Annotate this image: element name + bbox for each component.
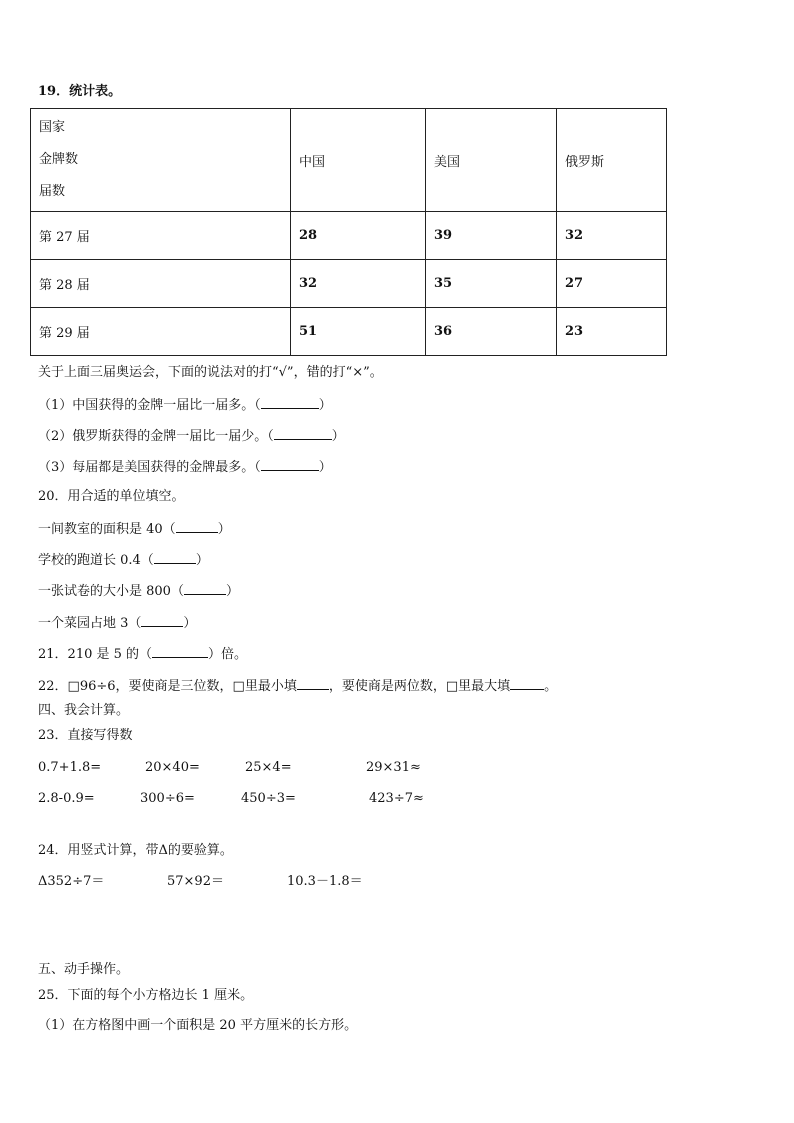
q24-title: 24．用竖式计算，带Δ的要验算。 [38, 843, 233, 858]
section-four-heading: 四、我会计算。 [38, 703, 130, 718]
table-cell: 32 [557, 212, 667, 260]
table-cell: 36 [426, 308, 557, 356]
table-cell: 28 [291, 212, 426, 260]
close-paren: ） [217, 522, 231, 537]
q25-item-1: （1）在方格图中画一个面积是 20 平方厘米的长方形。 [38, 1018, 358, 1033]
answer-blank[interactable] [261, 396, 319, 409]
q22-part-a: 22．□96÷6，要使商是三位数，□里最小填 [38, 679, 297, 694]
column-header: 中国 [291, 109, 426, 212]
q23-expression: 450÷3= [241, 791, 296, 806]
q23-expression: 20×40= [145, 760, 200, 775]
table-cell: 39 [426, 212, 557, 260]
q20-item-3 [38, 582, 239, 600]
q20-item-text: 一间教室的面积是 40（ [38, 522, 176, 537]
table-cell: 32 [291, 260, 426, 308]
q24-expression: Δ352÷7＝ [38, 874, 105, 889]
answer-blank[interactable] [510, 677, 544, 690]
header-edition-label: 届数 [39, 184, 66, 199]
table-cell: 35 [426, 260, 557, 308]
q20-item-text: 一个菜园占地 3（ [38, 616, 142, 631]
statistics-table [30, 108, 667, 356]
close-paren: ） [225, 584, 239, 599]
answer-blank[interactable] [297, 677, 329, 690]
section-five-heading: 五、动手操作。 [38, 962, 130, 977]
close-paren: ） [195, 553, 209, 568]
column-header: 美国 [426, 109, 557, 212]
q20-title: 20．用合适的单位填空。 [38, 489, 185, 504]
q23-expression: 0.7+1.8= [38, 760, 102, 775]
q20-item-text: 一张试卷的大小是 800（ [38, 584, 184, 599]
table-row [31, 212, 667, 260]
q21-post: ）倍。 [208, 647, 248, 662]
close-paren: ） [331, 429, 345, 444]
row-label: 第 28 届 [31, 260, 291, 308]
table-cell: 23 [557, 308, 667, 356]
q22 [38, 677, 557, 695]
table-cell: 51 [291, 308, 426, 356]
close-paren: ） [318, 460, 332, 475]
q24-expression: 57×92＝ [167, 874, 224, 889]
answer-blank[interactable] [274, 427, 332, 440]
q19-title: 19．统计表。 [38, 84, 122, 99]
table-row [31, 260, 667, 308]
q22-part-b: ，要使商是两位数，□里最大填 [328, 679, 511, 694]
diagonal-header-cell [31, 109, 291, 212]
q19-instruction: 关于上面三届奥运会，下面的说法对的打“√”，错的打“×”。 [38, 365, 383, 380]
answer-blank[interactable] [154, 551, 196, 564]
q23-expression: 423÷7≈ [369, 791, 424, 806]
q23-expression: 300÷6= [140, 791, 195, 806]
q24-expression: 10.3－1.8＝ [287, 874, 363, 889]
q20-item-2 [38, 551, 209, 569]
q19-item-text: （1）中国获得的金牌一届比一届多。（ [38, 398, 261, 413]
q23-expression: 29×31≈ [366, 760, 421, 775]
table-header-row [31, 109, 667, 212]
q20-item-text: 学校的跑道长 0.4（ [38, 553, 154, 568]
q22-part-c: 。 [544, 679, 558, 694]
q19-item-text: （3）每届都是美国获得的金牌最多。（ [38, 460, 261, 475]
close-paren: ） [183, 616, 197, 631]
q19-item-2 [38, 427, 345, 445]
answer-blank[interactable] [184, 582, 226, 595]
header-country-label: 国家 [39, 120, 66, 135]
q25-title: 25．下面的每个小方格边长 1 厘米。 [38, 988, 254, 1003]
row-label: 第 29 届 [31, 308, 291, 356]
q19-item-text: （2）俄罗斯获得的金牌一届比一届少。（ [38, 429, 274, 444]
answer-blank[interactable] [261, 458, 319, 471]
column-header: 俄罗斯 [557, 109, 667, 212]
answer-blank[interactable] [176, 520, 218, 533]
q19-item-3 [38, 458, 332, 476]
q21 [38, 645, 247, 663]
q20-item-4 [38, 614, 196, 632]
row-label: 第 27 届 [31, 212, 291, 260]
close-paren: ） [318, 398, 332, 413]
table-cell: 27 [557, 260, 667, 308]
header-medals-label: 金牌数 [39, 152, 79, 167]
q23-expression: 2.8-0.9= [38, 791, 95, 806]
q23-expression: 25×4= [245, 760, 292, 775]
q21-pre: 21．210 是 5 的（ [38, 647, 153, 662]
q19-item-1 [38, 396, 332, 414]
q20-item-1 [38, 520, 231, 538]
table-row [31, 308, 667, 356]
q23-title: 23．直接写得数 [38, 728, 133, 743]
answer-blank[interactable] [141, 614, 183, 627]
answer-blank[interactable] [152, 645, 208, 658]
